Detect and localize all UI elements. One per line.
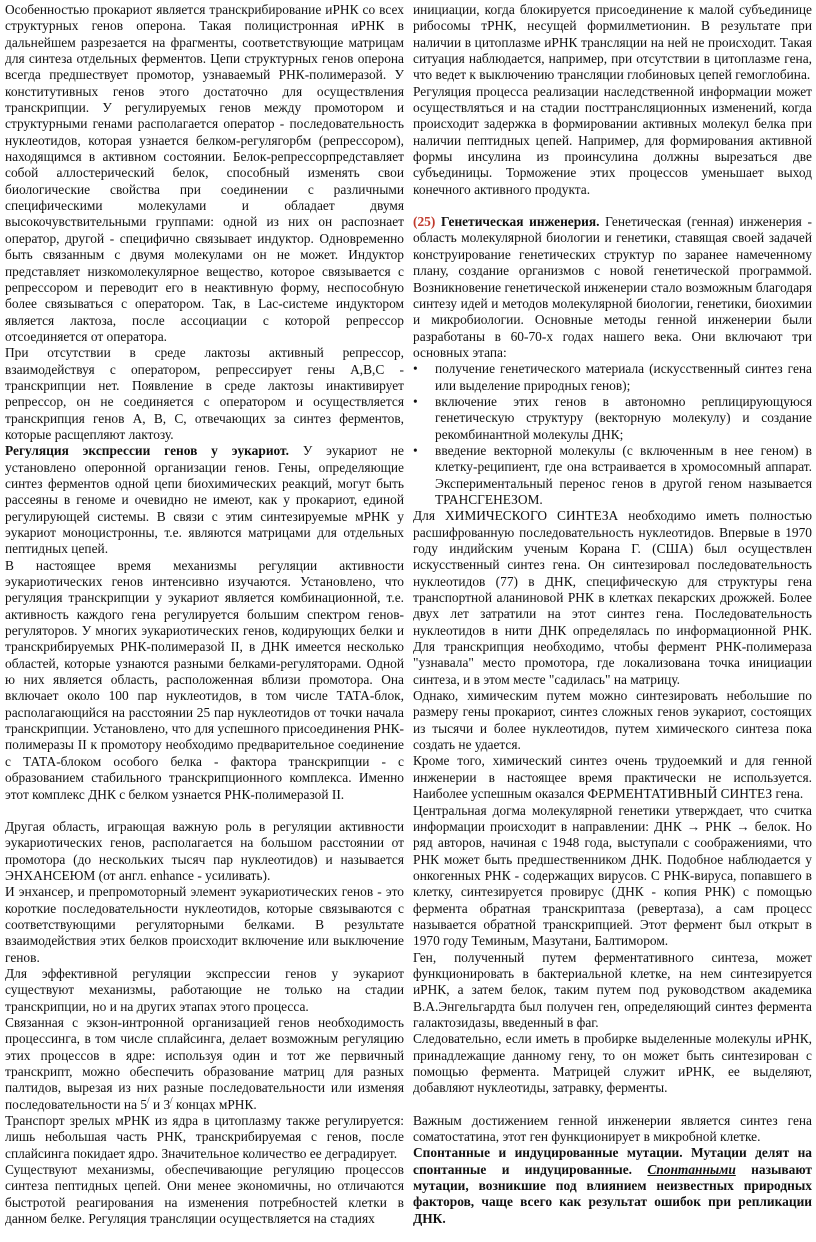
paragraph-text: У эукариот не установлено оперонной организации генов. Гены, определяющие синтез ферментов одной цепи биохимических реакций, могут быть рассеяны в геноме и очевидно не имеют, как у прокариот, единой регулирующей системы. В связи с этим синтезируемые мРНК у эукариот моноцистронны, т.е. являются матрицами для отдельных пептидных цепей. — [5, 443, 404, 557]
prime-mark: / — [170, 1095, 173, 1106]
section-heading: Генетическая инженерия. — [441, 214, 600, 230]
emphasis-term: Спонтанными — [647, 1161, 736, 1177]
paragraph: И энхансер, и препромоторный элемент эукариотических генов - это короткие последовательности нуклеотидов, которые связываются с соответствующими регуляторными белками. В результате взаимодействия этих белков происходит включение или выключение генов. — [5, 884, 404, 965]
paragraph: Центральная догма молекулярной генетики утверждает, что считка информации происходит в направлении: ДНК → РНК → белок. Но ряд авторов, начиная с 1948 года, выступали с соображениями, что РНК может быть предшественником ДНК. Подобное наблюдается у онкогенных РНК - содержащих вирусов. С РНК-вируса, попавшего в клетку, синтезируется провирус (ДНК - копия РНК) с помощью фермента обратная транскриптаза (ревертаза), а сам процесс называется обратной транскрипцией. Этот фермент был открыт в 1970 году Теминым, Мазутани, Балтимором. — [413, 802, 812, 949]
list-item-text: получение генетического материала (искусственный синтез гена или выделение природных генов); — [435, 361, 812, 393]
list-item — [413, 443, 812, 508]
list-item — [413, 394, 812, 443]
paragraph: При отсутствии в среде лактозы активный репрессор, взаимодействуя с оператором, репрессирует гены А,В,С - транскрипции нет. Появление в среде лактозы инактивирует репрессор, он не соединяется с оператором и осуществляется транскрипция генов А, В, С, отвечающих за синтез ферментов, которые расщепляют лактозу. — [5, 345, 404, 442]
paragraph — [5, 1015, 404, 1113]
paragraph: Однако, химическим путем можно синтезировать небольшие по размеру гены прокариот, синтез сложных генов эукариот, состоящих из тысячи и более нуклеотидов, путем химического синтеза пока создать не удается. — [413, 688, 812, 753]
paragraph-text: концах мРНК. — [172, 1096, 257, 1112]
paragraph: Особенностью прокариот является транскрибирование иРНК со всех структурных генов оперона. Такая полицистронная иРНК в дальнейшем разрезается на фрагменты, соответствующие матрицам для синтеза отдельных ферментов. Цепи структурных генов оперона всегда предшествует промотор, узнаваемый РНК-полимеразой. У конститутивных генов этого достаточно для осуществления транскрипции. У регулируемых генов между промотором и структурными генами располагается оператор - последовательность нуклеотидов, которая узнается белком-регулягорбм (репрессором), находящимся в активном состоянии. Белок-репрессорпредставляет собой аллостерический белок, способный изменять свои биологические свойства при соединении с различными специфическими молекулами и обладает двумя высокочувствительными группами: одной из них он распознает оператор, другой - специфично связывает индуктор. Одновременно быть связанным с двумя молекулами он не может. Индуктор представляет низкомолекулярное вещество, которое связывается с репрессором и переводит его в неактивную форму, неспособную более связываться с оператором. Так, в Lac-системе индуктором является лактоза, после ассоциации с которой репрессор отсоединяется от оператора. — [5, 2, 404, 344]
paragraph: Кроме того, химический синтез очень трудоемкий и для генной инженерии в настоящее время практически не используется. Наиболее успешным оказался ФЕРМЕНТАТИВНЫЙ СИНТЕЗ гена. — [413, 753, 812, 802]
paragraph: Существуют механизмы, обеспечивающие регуляцию процессов синтеза пептидных цепей. Они менее экономичны, но отличаются быстротой реагирования на изменения потребностей клетки в данном белке. Регуляция трансляции осуществляется на стадиях — [5, 1162, 404, 1227]
paragraph: Для эффективной регуляции экспрессии генов у эукариот существуют механизмы, работающие не только на стадии транскрипции, но и на других этапах этого процесса. — [5, 965, 404, 1014]
paragraph-bold — [413, 1145, 812, 1227]
question-number: (25) — [413, 214, 436, 230]
paragraph: В настоящее время механизмы регуляции активности эукариотических генов интенсивно изучаются. Установлено, что регуляция транскрипции у эукариот является комбинационной, т.е. активность каждого гена регулируется большим спектром генов-регуляторов. У многих эукариотических генов, кодирующих белки и транскрибируемых РНК-полимеразой II, в ДНК имеется несколько областей, которые узнаются разными белками-регуляторами. Одной ю них является область, расположенная вблизи промотора. Она включает около 100 пар нуклеотидов, в том числе ТАТА-блок, располагающийся на расстоянии 25 пар нуклеотидов от точки начала транскрипции. Установлено, что для успешного присоединения РНК-полимеразы II к промотору необходимо предварительное соединение с ТАТА-блоком особого белка - фактора транскрипции - с образованием стабильного транскрипционного комплекса. Именно этот комплекс ДНК с белком узнается РНК-полимеразой II. — [5, 557, 404, 802]
list-item-text: введение векторной молекулы (с включенным в нее геном) в клетку-реципиент, где она встраивается в хромосомный аппарат. Экспериментальный перенос генов в другой геном называется ТРАНСГЕНЕЗОМ. — [435, 442, 812, 507]
bullet-icon: • — [413, 393, 418, 409]
paragraph: Транспорт зрелых мРНК из ядра в цитоплазму также регулируется: лишь небольшая часть РНК, транскрибируемая с генов, после сплайсинга покидает ядро. Значительное количество ее деградирует. — [5, 1113, 404, 1161]
paragraph: Для ХИМИЧЕСКОГО СИНТЕЗА необходимо иметь полностью расшифрованную последовательность нуклеотидов. Впервые в 1970 году индийским ученым Корана Г. (США) был осуществлен искусственный синтез гена. Он синтезировал последовательность нуклеотидов (77) в ДНК, специфическую для структуры гена транспортной аланиновой РНК в клетках пекарских дрожжей. Более двух лет затратили на этот синтез гена. Последовательность нуклеотидов в нити ДНК определялась по информационной РНК. Для транскрипция необходимо, чтобы фермент РНК-полимераза "узнавала" место промотора, где локализована точка инициации синтеза, и в этом месте "садилась" на матрицу. — [413, 508, 812, 687]
paragraph: Важным достижением генной инженерии является синтез гена соматостатина, этот ген функционирует в микробной клетке. — [413, 1112, 812, 1145]
paragraph — [5, 443, 404, 557]
paragraph-text: и 3 — [149, 1096, 171, 1112]
paragraph — [413, 214, 812, 361]
blank-line — [5, 803, 404, 819]
bullet-icon: • — [413, 442, 418, 458]
paragraph-text: Связанная с экзон-интронной организацией генов необходимость процессинга, в том числе сплайсинга, делает возможным регуляцию этих процессов в ядре: используя один и тот же первичный транскрипт, можно обеспечить образование матриц для разных палтидов, вырезая из них разные последовательности или изменяя последовательности на 5 — [5, 1014, 404, 1112]
prime-mark: / — [147, 1095, 150, 1106]
bullet-icon: • — [413, 361, 418, 377]
right-column — [413, 2, 812, 1242]
blank-line — [413, 1097, 812, 1113]
blank-line — [413, 198, 812, 214]
paragraph: Регуляция процесса реализации наследственной информации может осуществляться и на стадии посттрансляционных изменений, когда происходит задержка в формировании активных молекул белка при наличии пептидных цепей. Например, для формирования активной формы инсулина из проинсулина должны вырезаться две субъединицы. Торможение этих процессов уменьшает выход конечного активного продукта. — [413, 83, 812, 197]
paragraph-text: Генетическая (генная) инженерия - область молекулярной биологии и генетики, ставящая своей задачей конструирование генетических структур по заранее намеченному плану, создание организмов с новой генетической программой. Возникновение генетической инженерии стало возможным благодаря синтезу идей и методов молекулярной биологии, генетики, биохимии и микробиологии. Основные методы генной инженерии были разработаны в 60-70-х годах нашего века. Они включают три основных этапа: — [413, 214, 812, 360]
paragraph: инициации, когда блокируется присоединение к малой субъединице рибосомы тРНК, несущей формилметионин. В результате при наличии в цитоплазме иРНК трансляции на ней не происходит. Такая ситуация наблюдается, например, при отсутствии в цитоплазме гена, что ведет к выключению трансляции глобиновых цепей гемоглобина. — [413, 2, 812, 83]
list-item — [413, 361, 812, 394]
paragraph-text: Спонтанные и индуцированные мутации. Мутации делят на спонтанные и индуцированные. — [413, 1145, 812, 1177]
paragraph: Другая область, играющая важную роль в регуляции активности эукариотических генов, располагается на большом расстоянии от промотора (до нескольких тысяч пар нуклеотидов) и называется ЭНХАНСЕЮМ (от англ. enhance - усиливать). — [5, 818, 404, 883]
paragraph: Ген, полученный путем ферментативного синтеза, может функционировать в бактериальной клетке, на нем синтезируется иРНК, а затем белок, таким путем под руководством академика В.А.Энгельгардта был получен ген, определяющий синтез фермента галактозидазы, введенный в фаг. — [413, 949, 812, 1030]
list-item-text: включение этих генов в автономно реплицирующуюся генетическую структуру (векторную молекулу) и создание рекомбинантной молекулы ДНК; — [435, 393, 812, 442]
paragraph-text: называют мутации, возникшие под влиянием неизвестных природных факторов, чаще всего как результат ошибок при репликации ДНК. — [413, 1161, 812, 1226]
section-heading: Регуляция экспрессии генов у эукариот. — [5, 443, 289, 459]
left-column — [5, 2, 404, 1242]
paragraph: Следовательно, если иметь в пробирке выделенные молекулы иРНК, принадлежащие данному гену, то он может быть синтезирован с помощью фермента. Матрицей служит иРНК, ее выделяют, добавляют нуклеотиды, затравку, ферменты. — [413, 1031, 812, 1096]
